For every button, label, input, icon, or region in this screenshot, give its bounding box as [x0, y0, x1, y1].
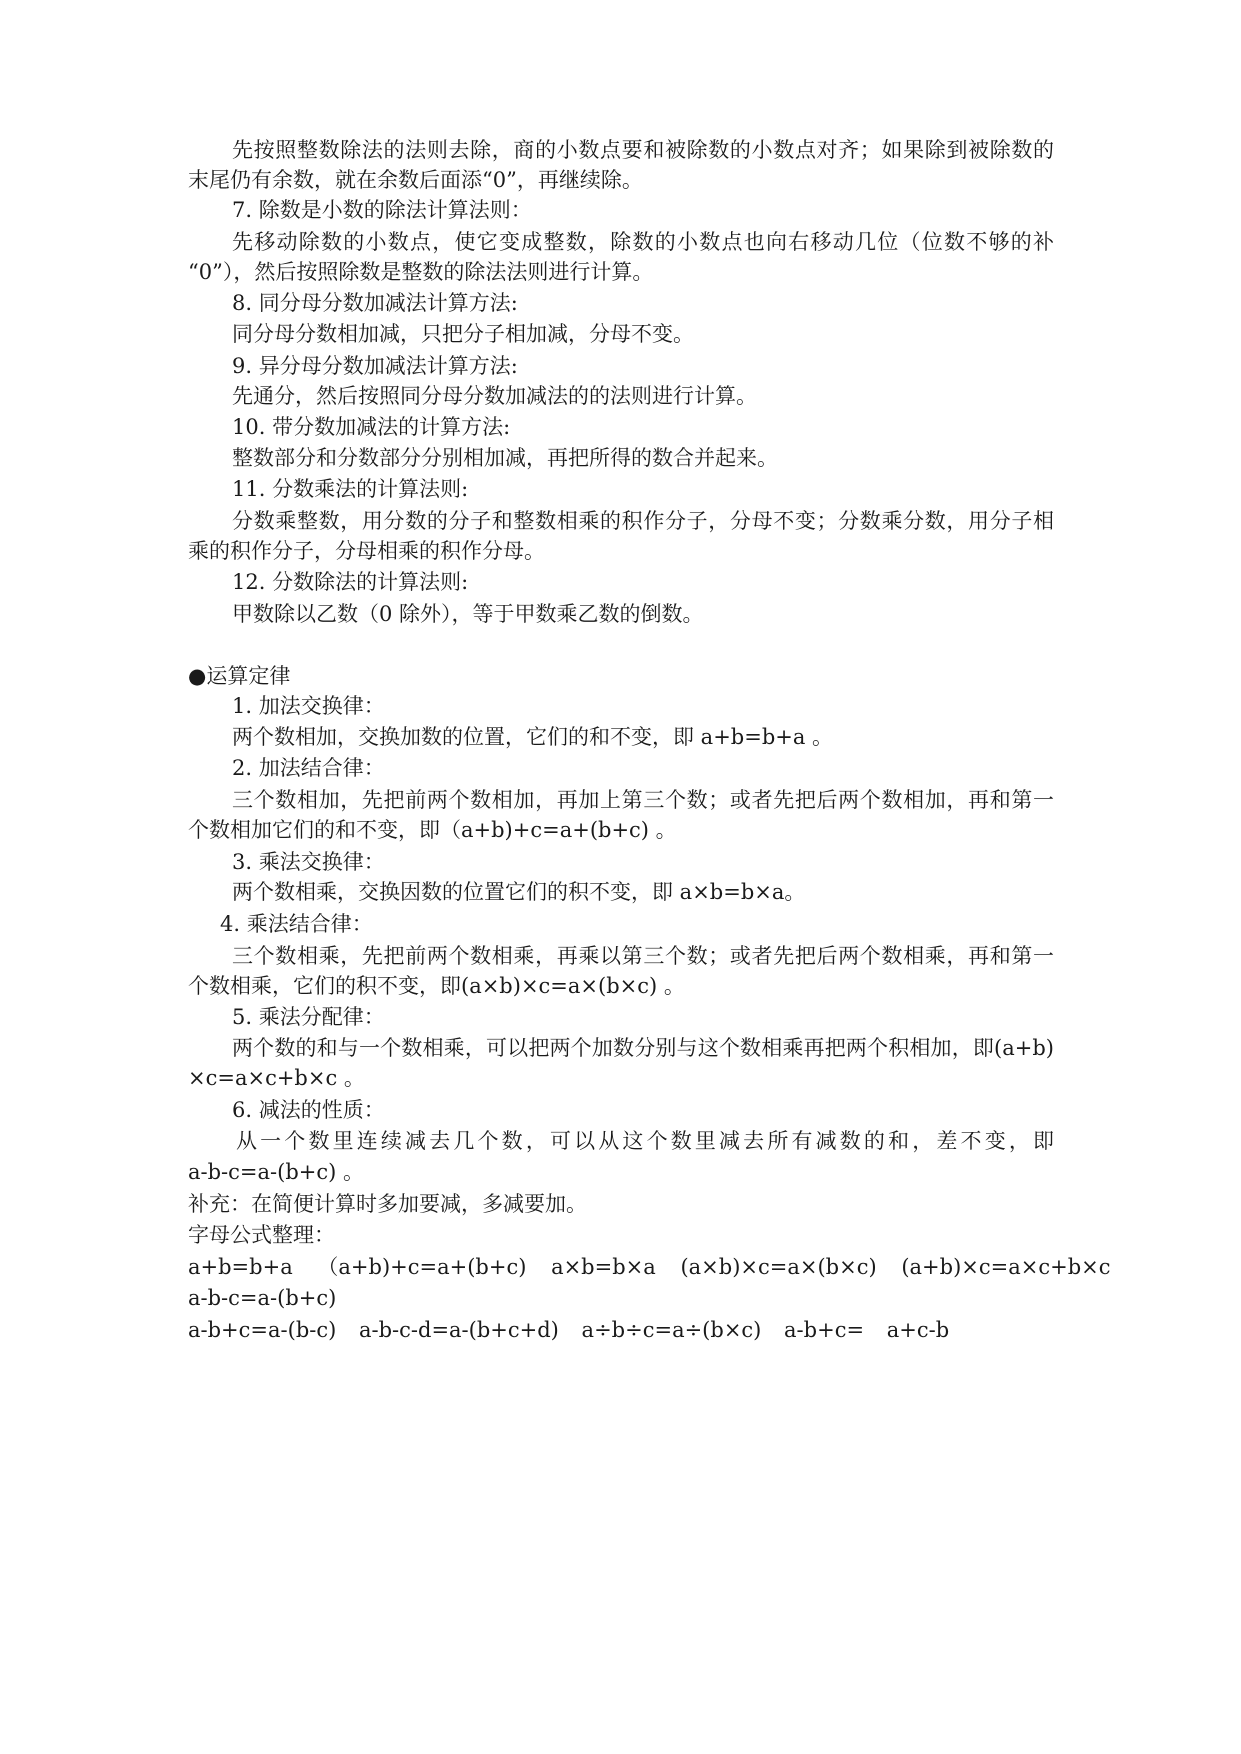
formula-heading: 字母公式整理：: [188, 1223, 335, 1247]
supplement-note: 补充：在简便计算时多加要减，多减要加。: [188, 1192, 587, 1216]
paragraph-line: 先移动除数的小数点，使它变成整数，除数的小数点也向右移动几位（位数不够的补: [232, 230, 1054, 254]
rule-heading: 5. 乘法分配律：: [232, 1005, 385, 1029]
paragraph-line: 甲数除以乙数（0 除外），等于甲数乘乙数的倒数。: [232, 602, 704, 626]
paragraph-line: 先按照整数除法的法则去除，商的小数点要和被除数的小数点对齐；如果除到被除数的: [232, 138, 1054, 162]
rule-heading: 9. 异分母分数加减法计算方法:: [232, 354, 518, 378]
formula-line: a-b-c=a-(b+c): [188, 1286, 337, 1310]
paragraph-line: 两个数相加，交换加数的位置，它们的和不变，即 a+b=b+a 。: [232, 725, 834, 749]
rule-heading: 2. 加法结合律：: [232, 756, 385, 780]
rule-heading: 7. 除数是小数的除法计算法则：: [232, 198, 532, 222]
paragraph-line: 两个数的和与一个数相乘，可以把两个加数分别与这个数相乘再把两个积相加，即(a+b): [232, 1036, 1054, 1060]
rule-heading: 8. 同分母分数加减法计算方法:: [232, 291, 518, 315]
paragraph-line: a-b-c=a-(b+c) 。: [188, 1160, 364, 1184]
paragraph-line: ×c=a×c+b×c 。: [188, 1066, 365, 1090]
paragraph-line: 整数部分和分数部分分别相加减，再把所得的数合并起来。: [232, 446, 778, 470]
paragraph-line: 从一个数里连续减去几个数，可以从这个数里减去所有减数的和，差不变，即: [236, 1129, 1054, 1153]
section-heading: ●运算定律: [188, 664, 291, 688]
paragraph-line: “0”），然后按照除数是整数的除法法则进行计算。: [188, 260, 654, 284]
rule-heading: 4. 乘法结合律：: [220, 912, 373, 936]
rule-heading: 6. 减法的性质：: [232, 1098, 385, 1122]
paragraph-line: 先通分，然后按照同分母分数加减法的的法则进行计算。: [232, 384, 757, 408]
paragraph-line: 同分母分数相加减，只把分子相加减，分母不变。: [232, 322, 694, 346]
paragraph-line: 乘的积作分子，分母相乘的积作分母。: [188, 539, 545, 563]
paragraph-line: 个数相乘，它们的积不变，即(a×b)×c=a×(b×c) 。: [188, 974, 685, 998]
rule-heading: 1. 加法交换律：: [232, 694, 385, 718]
rule-heading: 3. 乘法交换律：: [232, 850, 385, 874]
paragraph-line: 个数相加它们的和不变，即（a+b)+c=a+(b+c) 。: [188, 818, 677, 842]
paragraph-line: 三个数相加，先把前两个数相加，再加上第三个数；或者先把后两个数相加，再和第一: [232, 788, 1054, 812]
formula-line: a+b=b+a （a+b)+c=a+(b+c) a×b=b×a (a×b)×c=a×(b×c) (a+b)×c=a×c+b×c: [188, 1255, 1111, 1279]
paragraph-line: 分数乘整数，用分数的分子和整数相乘的积作分子，分母不变；分数乘分数，用分子相: [232, 509, 1054, 533]
rule-heading: 12. 分数除法的计算法则:: [232, 570, 469, 594]
paragraph-line: 两个数相乘，交换因数的位置它们的积不变，即 a×b=b×a。: [232, 880, 806, 904]
paragraph-line: 三个数相乘，先把前两个数相乘，再乘以第三个数；或者先把后两个数相乘，再和第一: [232, 944, 1054, 968]
rule-heading: 10. 带分数加减法的计算方法:: [232, 415, 511, 439]
rule-heading: 11. 分数乘法的计算法则:: [232, 477, 469, 501]
paragraph-line: 末尾仍有余数，就在余数后面添“0”，再继续除。: [188, 168, 643, 192]
formula-line: a-b+c=a-(b-c) a-b-c-d=a-(b+c+d) a÷b÷c=a÷(b×c) a-b+c= a+c-b: [188, 1318, 950, 1342]
